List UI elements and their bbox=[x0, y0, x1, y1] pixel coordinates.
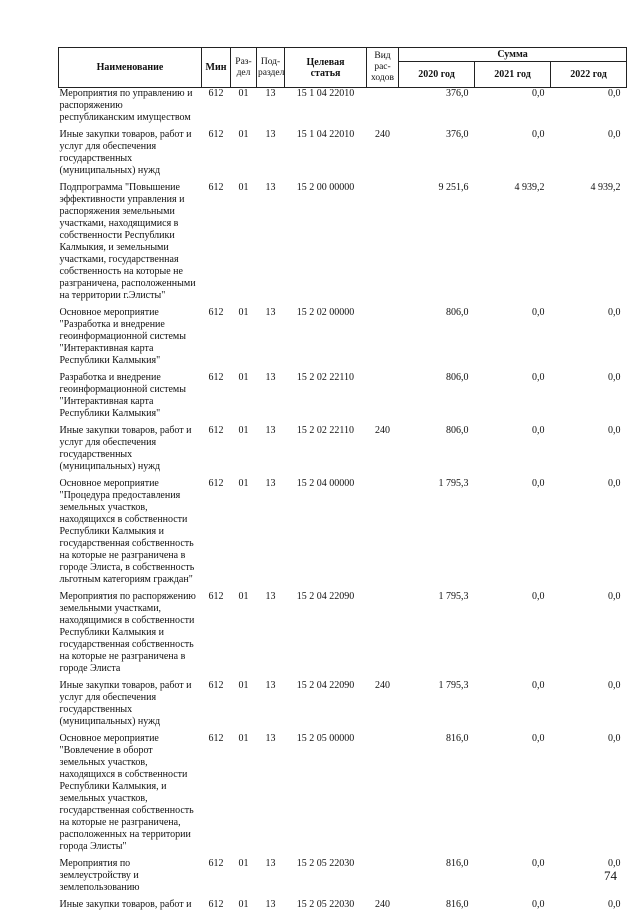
header-target: Целевая статья bbox=[285, 48, 367, 88]
cell-s2022: 0,0 bbox=[551, 372, 627, 425]
cell-rz: 01 bbox=[231, 858, 257, 899]
cell-pr: 13 bbox=[257, 858, 285, 899]
cell-s2022: 0,0 bbox=[551, 858, 627, 899]
cell-s2021: 0,0 bbox=[475, 680, 551, 733]
cell-vr: 240 bbox=[367, 899, 399, 916]
header-razdel: Раз- дел bbox=[231, 48, 257, 88]
table-row bbox=[59, 307, 627, 372]
cell-vr bbox=[367, 88, 399, 130]
table-body bbox=[59, 88, 627, 916]
header-2020: 2020 год bbox=[399, 62, 475, 88]
cell-min: 612 bbox=[202, 129, 231, 182]
cell-cs: 15 2 05 22030 bbox=[285, 858, 367, 899]
cell-vr bbox=[367, 372, 399, 425]
cell-min: 612 bbox=[202, 478, 231, 591]
header-name: Наименование bbox=[59, 48, 202, 88]
cell-pr: 13 bbox=[257, 425, 285, 478]
header-min: Мин bbox=[202, 48, 231, 88]
cell-s2022: 0,0 bbox=[551, 899, 627, 916]
cell-name: Разработка и внедрение геоинформационной системы "Интерактивная карта Республики Калмыкия" bbox=[59, 372, 202, 425]
cell-rz: 01 bbox=[231, 899, 257, 916]
table-row bbox=[59, 425, 627, 478]
cell-name: Иные закупки товаров, работ и услуг для обеспечения государственных (муниципальных) нужд bbox=[59, 129, 202, 182]
table-row bbox=[59, 733, 627, 858]
page-number: 74 bbox=[604, 868, 617, 884]
cell-cs: 15 2 04 22090 bbox=[285, 680, 367, 733]
cell-cs: 15 1 04 22010 bbox=[285, 88, 367, 130]
cell-s2020: 806,0 bbox=[399, 372, 475, 425]
cell-s2022: 0,0 bbox=[551, 591, 627, 680]
cell-cs: 15 2 05 22030 bbox=[285, 899, 367, 916]
cell-s2020: 376,0 bbox=[399, 88, 475, 130]
cell-pr: 13 bbox=[257, 372, 285, 425]
cell-rz: 01 bbox=[231, 372, 257, 425]
budget-table bbox=[58, 47, 627, 916]
cell-vr bbox=[367, 858, 399, 899]
cell-rz: 01 bbox=[231, 680, 257, 733]
table-row bbox=[59, 858, 627, 899]
cell-pr: 13 bbox=[257, 733, 285, 858]
cell-rz: 01 bbox=[231, 307, 257, 372]
cell-cs: 15 2 02 22110 bbox=[285, 372, 367, 425]
cell-name: Мероприятия по распоряжению земельными участками, находящимися в собственности Республики Калмыкия и государственная собственность на которые не разграничена в городе Элиста bbox=[59, 591, 202, 680]
cell-s2022: 0,0 bbox=[551, 425, 627, 478]
cell-name: Основное мероприятие "Процедура предоставления земельных участков, находящихся в собственности Республики Калмыкия и государственная собственность на которые не разграничена в городе Элиста, в собственность льготным категориям граждан" bbox=[59, 478, 202, 591]
cell-vr bbox=[367, 733, 399, 858]
cell-s2022: 0,0 bbox=[551, 478, 627, 591]
cell-s2020: 1 795,3 bbox=[399, 591, 475, 680]
cell-min: 612 bbox=[202, 591, 231, 680]
cell-s2021: 0,0 bbox=[475, 307, 551, 372]
header-vid: Вид рас- ходов bbox=[367, 48, 399, 88]
cell-s2020: 816,0 bbox=[399, 899, 475, 916]
cell-s2020: 816,0 bbox=[399, 733, 475, 858]
cell-rz: 01 bbox=[231, 425, 257, 478]
cell-name: Мероприятия по управлению и распоряжению республиканским имуществом bbox=[59, 88, 202, 130]
header-podrazdel: Под- раздел bbox=[257, 48, 285, 88]
cell-rz: 01 bbox=[231, 182, 257, 307]
cell-rz: 01 bbox=[231, 88, 257, 130]
cell-cs: 15 2 04 22090 bbox=[285, 591, 367, 680]
cell-vr: 240 bbox=[367, 680, 399, 733]
cell-s2022: 0,0 bbox=[551, 733, 627, 858]
table-row bbox=[59, 680, 627, 733]
cell-vr bbox=[367, 182, 399, 307]
cell-name: Иные закупки товаров, работ и bbox=[59, 899, 202, 916]
cell-s2021: 0,0 bbox=[475, 899, 551, 916]
cell-min: 612 bbox=[202, 88, 231, 130]
cell-pr: 13 bbox=[257, 307, 285, 372]
cell-vr bbox=[367, 591, 399, 680]
table-row bbox=[59, 129, 627, 182]
cell-s2021: 0,0 bbox=[475, 372, 551, 425]
cell-s2021: 0,0 bbox=[475, 733, 551, 858]
cell-s2021: 0,0 bbox=[475, 425, 551, 478]
cell-cs: 15 2 05 00000 bbox=[285, 733, 367, 858]
cell-s2020: 806,0 bbox=[399, 425, 475, 478]
cell-min: 612 bbox=[202, 307, 231, 372]
cell-pr: 13 bbox=[257, 129, 285, 182]
cell-cs: 15 1 04 22010 bbox=[285, 129, 367, 182]
cell-s2020: 9 251,6 bbox=[399, 182, 475, 307]
table-row bbox=[59, 182, 627, 307]
cell-s2022: 0,0 bbox=[551, 129, 627, 182]
cell-s2022: 0,0 bbox=[551, 88, 627, 130]
table-row bbox=[59, 478, 627, 591]
cell-s2021: 0,0 bbox=[475, 129, 551, 182]
cell-vr bbox=[367, 478, 399, 591]
cell-s2020: 806,0 bbox=[399, 307, 475, 372]
cell-s2020: 1 795,3 bbox=[399, 680, 475, 733]
cell-min: 612 bbox=[202, 372, 231, 425]
cell-min: 612 bbox=[202, 182, 231, 307]
cell-name: Основное мероприятие "Разработка и внедрение геоинформационной системы "Интерактивная карта Республики Калмыкия" bbox=[59, 307, 202, 372]
cell-s2021: 0,0 bbox=[475, 591, 551, 680]
cell-min: 612 bbox=[202, 858, 231, 899]
cell-rz: 01 bbox=[231, 129, 257, 182]
cell-s2022: 0,0 bbox=[551, 307, 627, 372]
cell-name: Мероприятия по землеустройству и землепользованию bbox=[59, 858, 202, 899]
cell-pr: 13 bbox=[257, 88, 285, 130]
table-row bbox=[59, 88, 627, 130]
cell-min: 612 bbox=[202, 425, 231, 478]
cell-s2021: 4 939,2 bbox=[475, 182, 551, 307]
cell-s2020: 816,0 bbox=[399, 858, 475, 899]
cell-name: Иные закупки товаров, работ и услуг для обеспечения государственных (муниципальных) нужд bbox=[59, 680, 202, 733]
cell-rz: 01 bbox=[231, 591, 257, 680]
cell-vr: 240 bbox=[367, 425, 399, 478]
cell-vr: 240 bbox=[367, 129, 399, 182]
cell-cs: 15 2 04 00000 bbox=[285, 478, 367, 591]
cell-s2020: 1 795,3 bbox=[399, 478, 475, 591]
cell-min: 612 bbox=[202, 680, 231, 733]
cell-min: 612 bbox=[202, 899, 231, 916]
cell-rz: 01 bbox=[231, 478, 257, 591]
cell-cs: 15 2 02 00000 bbox=[285, 307, 367, 372]
cell-pr: 13 bbox=[257, 899, 285, 916]
header-sum: Сумма bbox=[399, 48, 627, 62]
table-row bbox=[59, 591, 627, 680]
cell-vr bbox=[367, 307, 399, 372]
table-row bbox=[59, 899, 627, 916]
cell-min: 612 bbox=[202, 733, 231, 858]
cell-s2022: 4 939,2 bbox=[551, 182, 627, 307]
cell-pr: 13 bbox=[257, 182, 285, 307]
cell-s2021: 0,0 bbox=[475, 858, 551, 899]
cell-pr: 13 bbox=[257, 591, 285, 680]
cell-pr: 13 bbox=[257, 680, 285, 733]
cell-rz: 01 bbox=[231, 733, 257, 858]
cell-s2021: 0,0 bbox=[475, 88, 551, 130]
header-2022: 2022 год bbox=[551, 62, 627, 88]
cell-cs: 15 2 00 00000 bbox=[285, 182, 367, 307]
cell-s2022: 0,0 bbox=[551, 680, 627, 733]
cell-s2021: 0,0 bbox=[475, 478, 551, 591]
cell-name: Основное мероприятие "Вовлечение в оборот земельных участков, находящихся в собственности Республики Калмыкия, и земельных участков, государственная собственность на которые не разграничена, расположенных на территории города Элисты" bbox=[59, 733, 202, 858]
cell-name: Подпрограмма "Повышение эффективности управления и распоряжения земельными участками, находящимися в собственности Республики Калмыкия, и земельными участками, государственная собственность на которые не разграничена, расположенными на территории г.Элисты" bbox=[59, 182, 202, 307]
cell-pr: 13 bbox=[257, 478, 285, 591]
cell-cs: 15 2 02 22110 bbox=[285, 425, 367, 478]
cell-s2020: 376,0 bbox=[399, 129, 475, 182]
cell-name: Иные закупки товаров, работ и услуг для обеспечения государственных (муниципальных) нужд bbox=[59, 425, 202, 478]
header-2021: 2021 год bbox=[475, 62, 551, 88]
table-row bbox=[59, 372, 627, 425]
